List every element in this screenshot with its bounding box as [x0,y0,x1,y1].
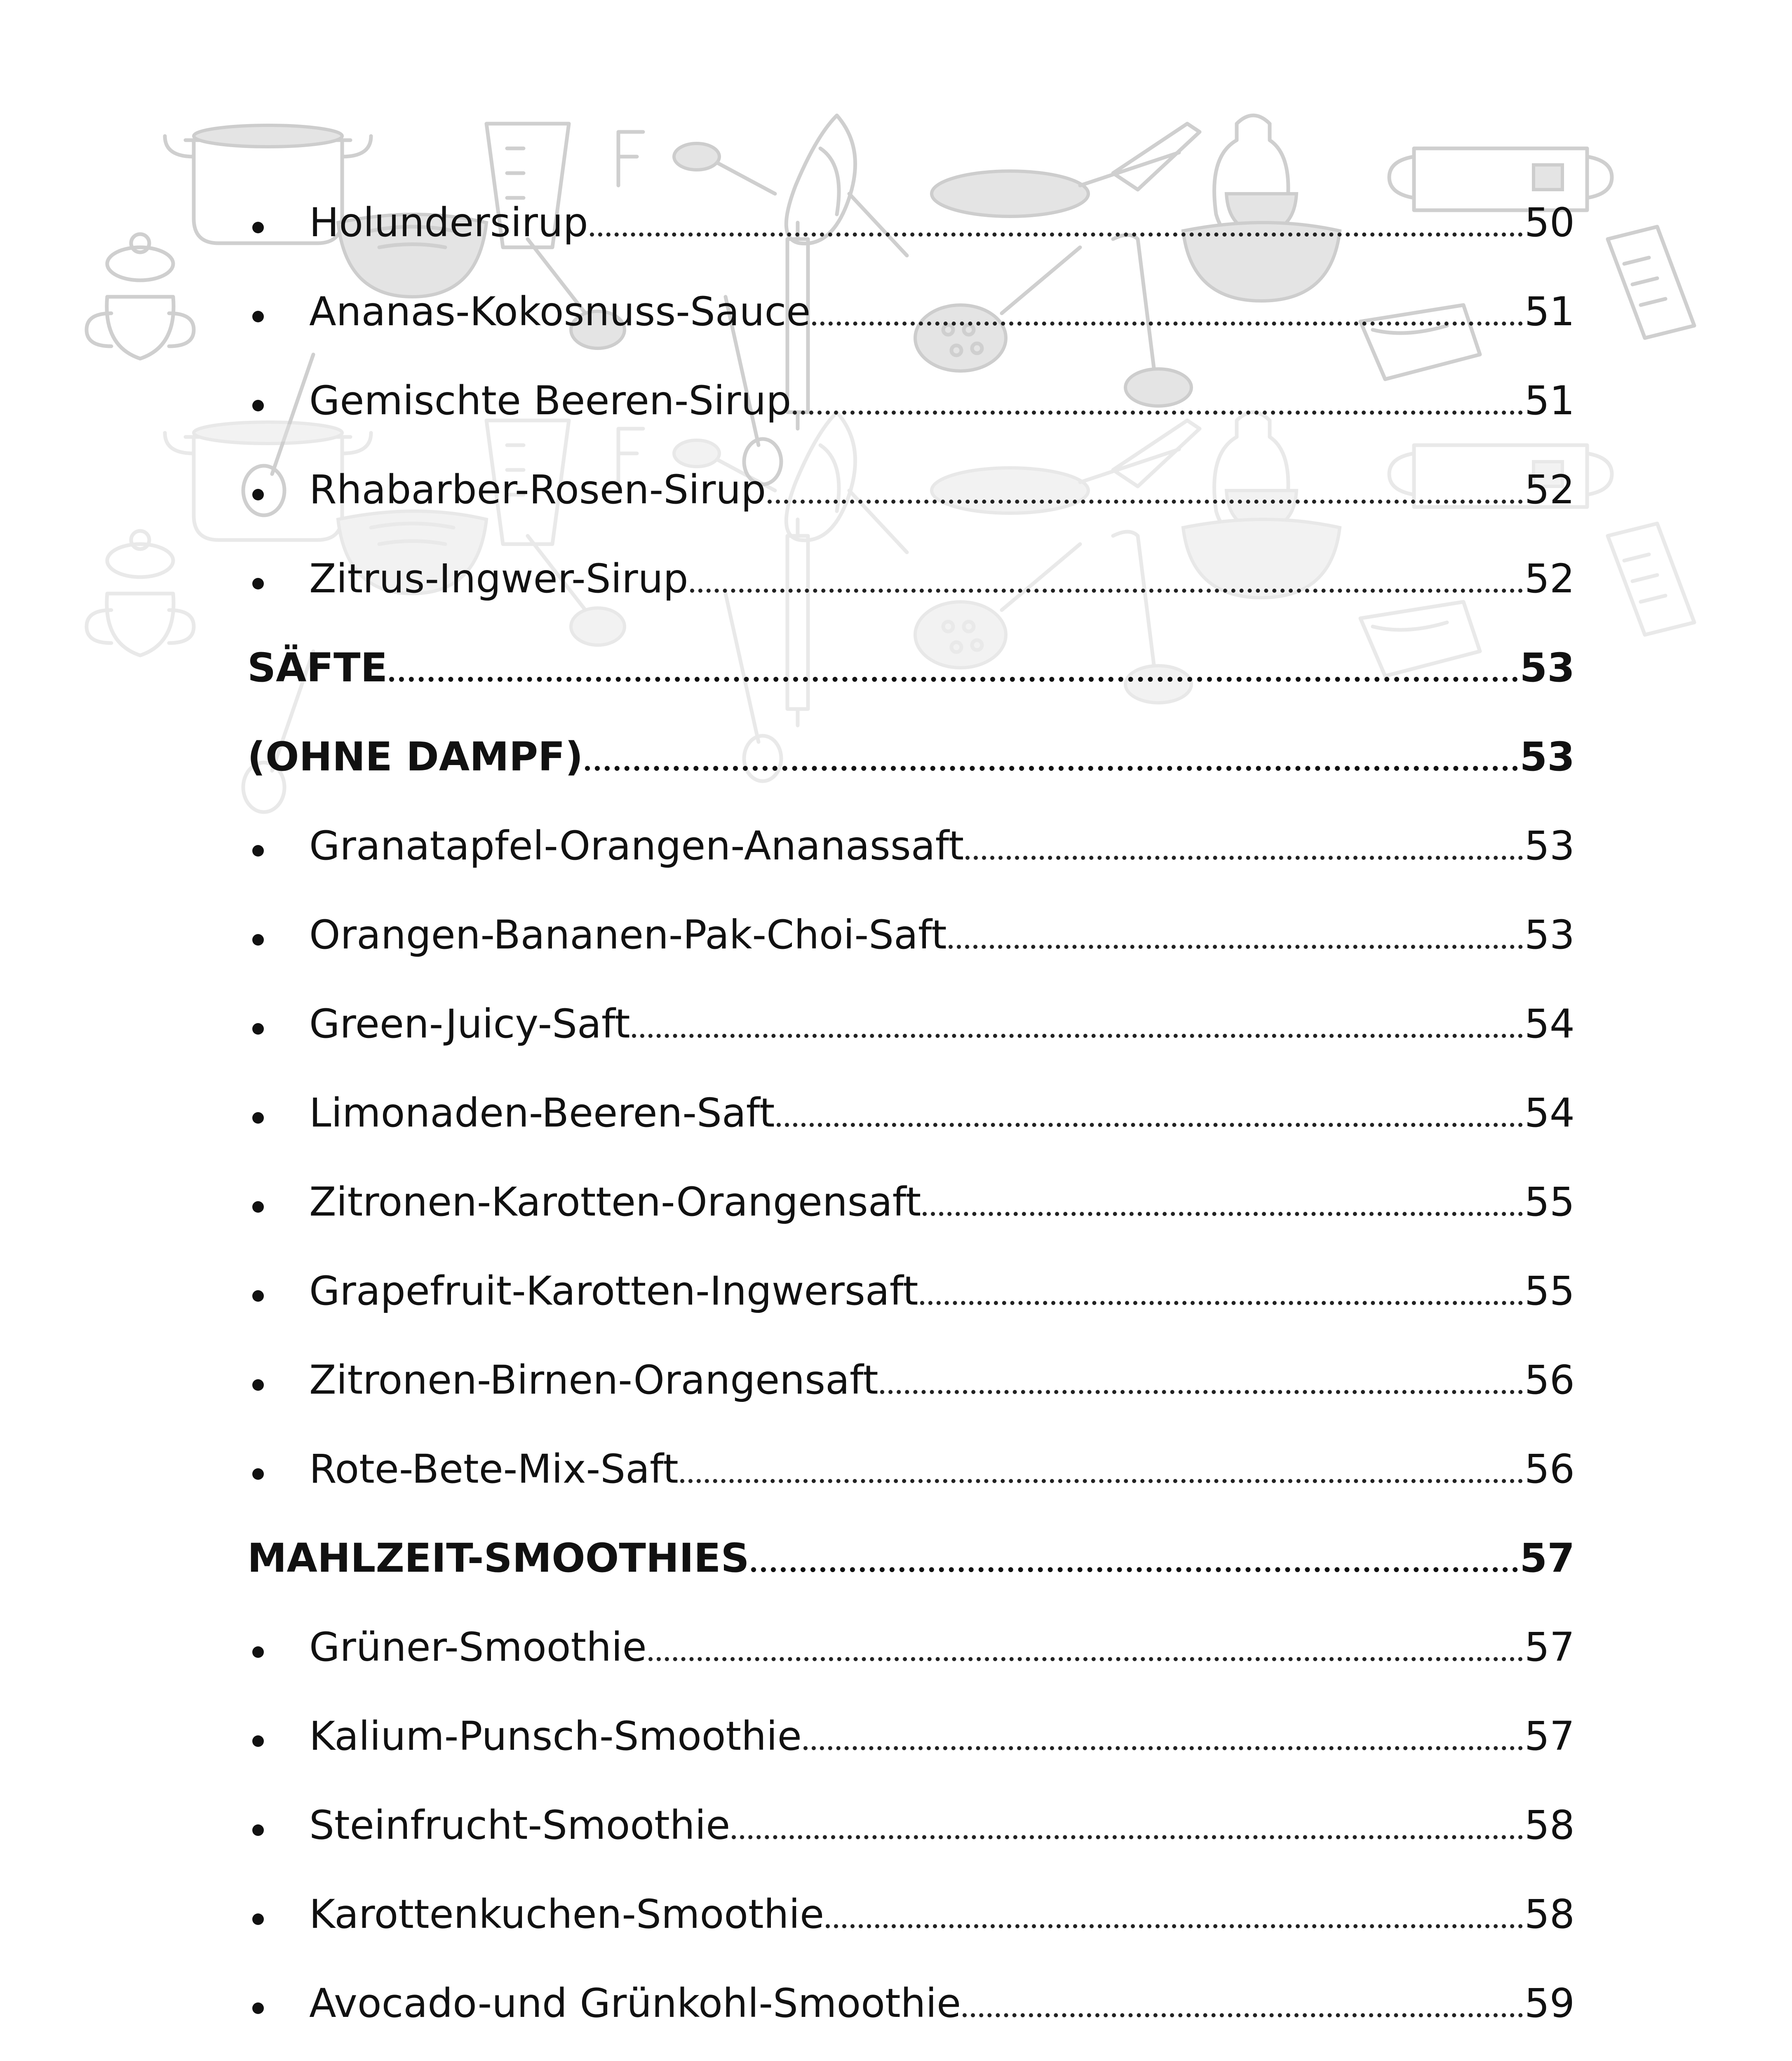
dot-leader [880,1390,1523,1394]
dot-leader [965,856,1523,860]
bullet-icon [247,915,309,955]
bullet-icon [247,292,309,331]
toc-page-number: 53 [1524,912,1575,958]
toc-page-number: 50 [1524,200,1575,246]
dot-leader [585,766,1518,771]
toc-entry-title: Zitronen-Karotten-Orangensaft [309,1179,921,1225]
dot-leader [923,1212,1522,1216]
toc-entry-title: Grapefruit-Karotten-Ingwersaft [309,1268,918,1314]
dot-leader [793,411,1523,415]
toc-entry-title: Rote-Bete-Mix-Saft [309,1446,679,1492]
toc-item[interactable] [247,2046,1575,2061]
toc-page-number: 59 [1524,1980,1575,2026]
bullet-icon [247,1004,309,1044]
toc-entry-title: Gemischte Beeren-Sirup [309,378,791,424]
bullet-icon [247,1093,309,1133]
bullet-icon [247,1271,309,1311]
bullet-icon [247,1894,309,1934]
toc-item[interactable] [247,1067,1575,1136]
toc-page-number: 53 [1520,734,1575,780]
bullet-icon [247,1360,309,1400]
toc-page-number: 57 [1524,1713,1575,1759]
toc-page-number: 58 [1524,1802,1575,1848]
dot-leader [389,677,1518,682]
bullet-icon [247,1805,309,1845]
toc-item[interactable] [247,1334,1575,1403]
dot-leader [680,1479,1523,1483]
dot-leader [803,1746,1523,1750]
toc-entry-title: Steinfrucht-Smoothie [309,1802,730,1848]
toc-entry-title: Orangen-Bananen-Pak-Choi-Saft [309,912,947,958]
toc-item[interactable] [247,1601,1575,1670]
toc-page-number: 56 [1524,1446,1575,1492]
toc-heading[interactable] [247,1512,1575,1581]
dot-leader [590,232,1523,237]
toc-page-number: 55 [1524,1268,1575,1314]
toc-item[interactable] [247,1245,1575,1314]
bullet-icon [247,1627,309,1667]
dot-leader [826,1924,1523,1928]
dot-leader [777,1123,1523,1127]
toc-page-number: 51 [1524,289,1575,335]
toc-item[interactable] [247,1156,1575,1225]
toc-entry-title: Rhabarber-Rosen-Sirup [309,467,766,513]
toc-page-number: 54 [1524,1090,1575,1136]
toc-entry-title: Ananas-Kokosnuss-Sauce [309,289,811,335]
bullet-icon [247,559,309,599]
toc-page-number: 51 [1524,378,1575,424]
toc-entry-title: Karottenkuchen-Smoothie [309,1891,824,1937]
toc-page-number: 58 [1524,1891,1575,1937]
toc-entry-title: Kalium-Punsch-Smoothie [309,1713,802,1759]
toc-item[interactable] [247,1690,1575,1759]
bullet-icon [247,203,309,242]
bullet-icon [247,1449,309,1489]
dot-leader [732,1835,1523,1839]
toc-entry-title: Holundersirup [309,200,588,246]
toc-page-number: 53 [1524,823,1575,869]
toc-entry-title: Green-Juicy-Saft [309,1001,630,1047]
toc-heading[interactable] [247,711,1575,780]
toc-page-number: 52 [1524,556,1575,602]
toc-item[interactable] [247,176,1575,246]
dot-leader [812,322,1523,326]
dot-leader [768,500,1523,504]
toc-item[interactable] [247,1779,1575,1848]
toc-item[interactable] [247,1423,1575,1492]
toc-entry-title: (OHNE DAMPF) [247,734,583,780]
toc-item[interactable] [247,533,1575,602]
toc-item[interactable] [247,444,1575,513]
toc-entry-title: MAHLZEIT-SMOOTHIES [247,1535,749,1581]
toc-page-number: 57 [1520,1535,1575,1581]
dot-leader [920,1301,1523,1305]
bullet-icon [247,381,309,420]
toc-entry-title: Zitronen-Birnen-Orangensaft [309,1357,878,1403]
toc-entry-title: SÄFTE [247,645,388,691]
toc-item[interactable] [247,1957,1575,2026]
dot-leader [751,1567,1518,1572]
toc-item[interactable] [247,354,1575,424]
bullet-icon [247,1716,309,1756]
dot-leader [949,945,1523,949]
toc-item[interactable] [247,1868,1575,1937]
bullet-icon [247,826,309,866]
toc-entry-title: Limonaden-Beeren-Saft [309,1090,775,1136]
toc-entry-title: Zitrus-Ingwer-Sirup [309,556,688,602]
bullet-icon [247,470,309,509]
dot-leader [632,1034,1523,1038]
toc-page-number: 57 [1524,1624,1575,1670]
toc-heading[interactable] [247,622,1575,691]
dot-leader [963,2013,1523,2017]
toc-page-number: 54 [1524,1001,1575,1047]
toc-page-number: 55 [1524,1179,1575,1225]
toc-item[interactable] [247,265,1575,335]
toc-item[interactable] [247,978,1575,1047]
bullet-icon [247,1182,309,1222]
toc-item[interactable] [247,889,1575,958]
toc-item[interactable] [247,800,1575,869]
toc-page-number: 56 [1524,1357,1575,1403]
toc-entry-title: Grüner-Smoothie [309,1624,647,1670]
toc-page-number: 53 [1520,645,1575,691]
dot-leader [648,1657,1523,1661]
bullet-icon [247,1984,309,2023]
toc-entry-title: Avocado-und Grünkohl-Smoothie [309,1980,961,2026]
dot-leader [690,589,1523,593]
toc-page-number: 52 [1524,467,1575,513]
toc-entry-title: Granatapfel-Orangen-Ananassaft [309,823,964,869]
